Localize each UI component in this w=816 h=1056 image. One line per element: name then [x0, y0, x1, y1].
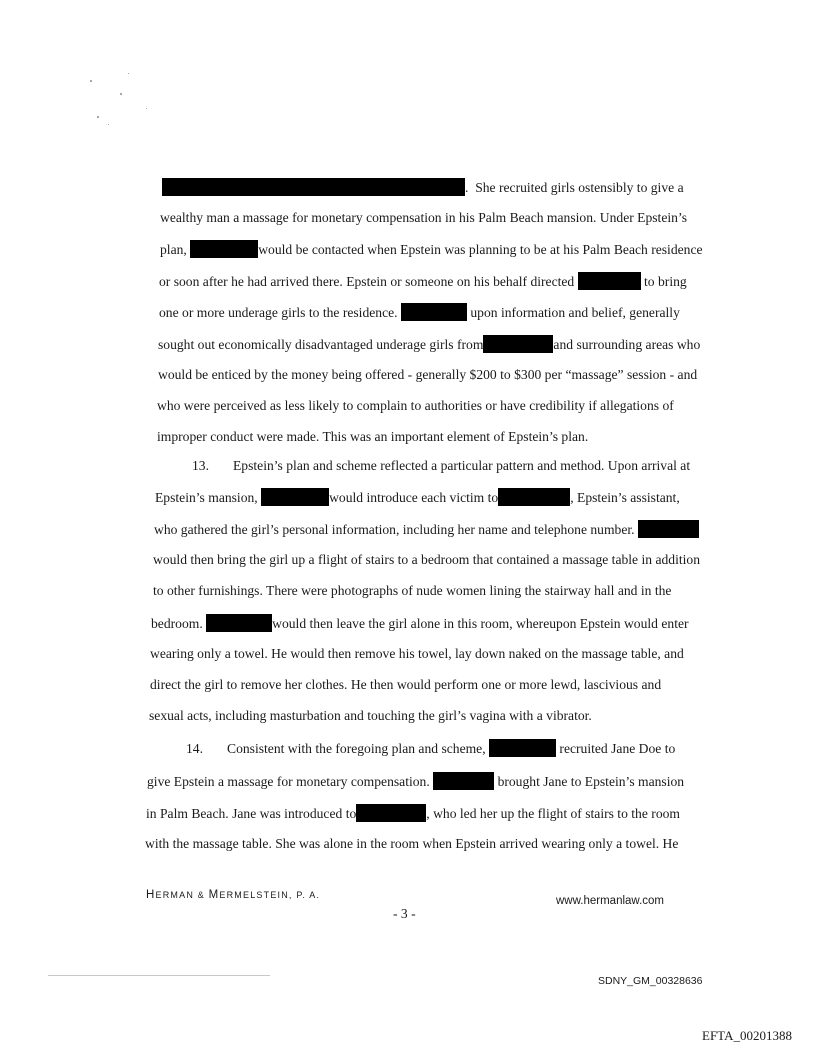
paragraph-number: 14. — [186, 741, 203, 756]
scan-speck — [97, 116, 99, 118]
redaction-block — [578, 272, 641, 290]
text-segment: who led her up the flight of stairs to the room — [433, 806, 680, 821]
text-segment: Consistent with the foregoing plan and scheme, — [227, 741, 486, 756]
text-segment: or soon after he had arrived there. Epstein or someone on his behalf directed — [159, 274, 575, 289]
redaction-block — [401, 303, 467, 321]
redaction-block — [261, 488, 329, 506]
text-segment: would then leave the girl alone in this room, whereupon Epstein would enter — [272, 616, 689, 631]
text-line — [151, 614, 689, 632]
text-line — [186, 739, 675, 757]
redaction-block — [489, 739, 556, 757]
text-line: wealthy man a massage for monetary compensation in his Palm Beach mansion. Under Epstein’s — [160, 210, 688, 225]
redaction-block — [498, 488, 570, 506]
text-line — [192, 458, 690, 474]
text-segment: in Palm Beach. Jane was introduced to — [146, 806, 357, 821]
redaction-block — [483, 335, 553, 353]
firm-name — [146, 889, 320, 901]
text-line — [158, 335, 700, 353]
text-line: in Palm Beach. Jane was introduced to , who led her up the flight of stairs to the room — [146, 806, 680, 821]
text-line: wearing only a towel. He would then remove his towel, lay down naked on the massage table, and — [150, 646, 684, 661]
firm-website: www.hermanlaw.com — [556, 895, 665, 907]
text-segment: would be contacted when Epstein was planning to be at his Palm Beach residence — [258, 242, 703, 257]
text-segment: plan, — [160, 242, 187, 257]
text-line — [159, 303, 680, 321]
text-line — [154, 520, 699, 538]
text-line: direct the girl to remove her clothes. He then would perform one or more lewd, lascivious and — [150, 677, 662, 692]
efta-number: EFTA_00201388 — [702, 1028, 792, 1043]
redaction-block — [433, 772, 494, 790]
text-segment: give Epstein a massage for monetary compensation. — [147, 774, 430, 789]
text-line: improper conduct were made. This was an important element of Epstein’s plan. — [157, 429, 589, 444]
text-segment: brought Jane to Epstein’s mansion — [497, 774, 685, 789]
text-segment: Epstein’s mansion, — [155, 490, 258, 505]
text-segment: and surrounding areas who — [553, 337, 701, 352]
text-line: to other furnishings. There were photographs of nude women lining the stairway hall and in the — [153, 583, 672, 598]
paragraph-number: 13. — [192, 458, 209, 473]
firm-initial: H — [146, 889, 156, 901]
redaction-block — [162, 178, 465, 196]
text-line — [160, 240, 703, 258]
text-line — [147, 772, 684, 790]
page-number: - 3 - — [393, 906, 416, 921]
text-segment: Epstein’s plan and scheme reflected a particular pattern and method. Upon arrival at — [233, 458, 691, 473]
text-line: Epstein’s mansion, would introduce each victim to , Epstein’s assistant, — [155, 490, 680, 505]
text-line: sexual acts, including masturbation and touching the girl’s vagina with a vibrator. — [149, 708, 592, 723]
text-segment: upon information and belief, generally — [470, 305, 680, 320]
text-segment: who gathered the girl’s personal information, including her name and telephone number. — [154, 522, 635, 537]
footer-rule — [48, 975, 270, 976]
redaction-block — [190, 240, 258, 258]
text-line: . She recruited girls ostensibly to give a — [162, 178, 684, 196]
scan-speck — [120, 93, 122, 95]
text-line: with the massage table. She was alone in the room when Epstein arrived wearing only a towel. He — [145, 836, 679, 851]
text-segment: She recruited girls ostensibly to give a — [475, 180, 684, 195]
text-line: would then bring the girl up a flight of stairs to a bedroom that contained a massage table in addition — [153, 552, 701, 567]
text-segment: would introduce each victim to — [329, 490, 499, 505]
redaction-block — [206, 614, 272, 632]
redaction-block — [638, 520, 699, 538]
text-segment: to bring — [644, 274, 687, 289]
scan-speck — [108, 124, 109, 125]
firm-smallcaps: ERMAN & — [155, 890, 209, 900]
firm-smallcaps: ERMELSTEIN, P. A. — [219, 890, 321, 900]
text-segment: Epstein’s assistant, — [577, 490, 680, 505]
scan-speck — [146, 108, 147, 109]
text-segment: sought out economically disadvantaged underage girls from — [158, 337, 484, 352]
scan-speck — [128, 73, 129, 74]
redaction-block — [356, 804, 426, 822]
text-line: would be enticed by the money being offered - generally $200 to $300 per “massage” session - and — [158, 367, 698, 382]
text-segment: bedroom. — [151, 616, 203, 631]
text-line: who were perceived as less likely to complain to authorities or have credibility if allegations of — [157, 398, 674, 413]
text-segment: one or more underage girls to the residence. — [159, 305, 398, 320]
text-line — [159, 272, 687, 290]
firm-initial: M — [208, 889, 220, 901]
scan-speck — [90, 80, 92, 82]
text-segment: recruited Jane Doe to — [559, 741, 676, 756]
bates-number: SDNY_GM_00328636 — [598, 975, 703, 987]
